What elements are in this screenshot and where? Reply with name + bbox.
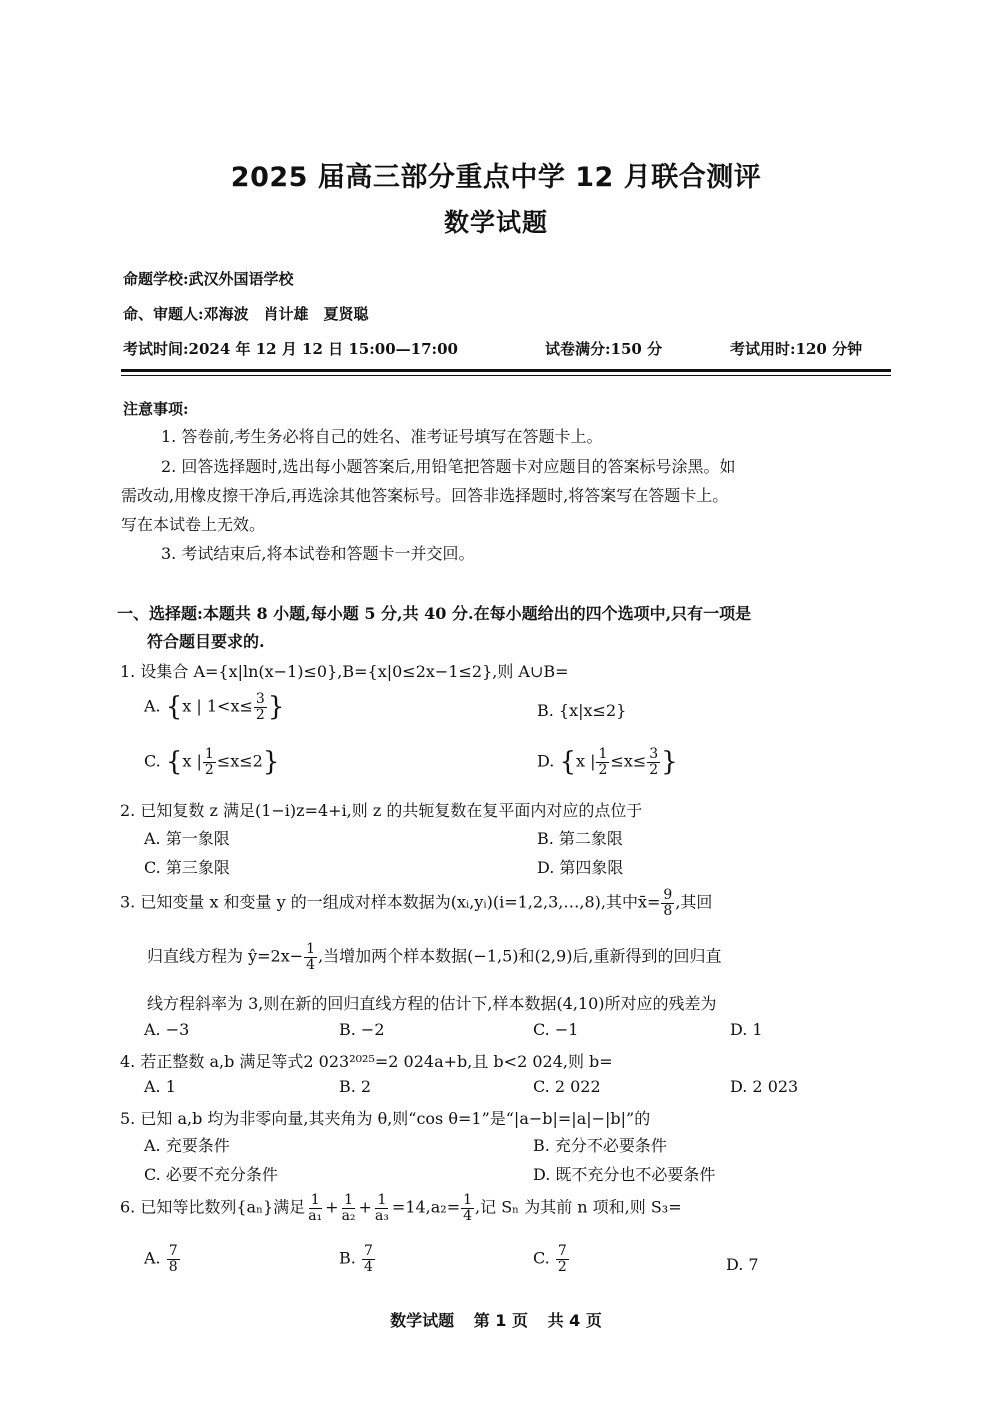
question-5-option-b: B. 充分不必要条件 <box>533 1136 667 1155</box>
question-2-option-c: C. 第三象限 <box>144 858 230 877</box>
question-6-option-b: B. $\frac{7}{4}$ <box>339 1243 373 1275</box>
question-6-option-d: D. 7 <box>726 1255 759 1274</box>
header-rule-thick <box>121 369 891 372</box>
question-4-option-a: A. 1 <box>144 1077 176 1096</box>
question-2-stem: 2. 已知复数 z 满足(1−i)z=4+i,则 z 的共轭复数在复平面内对应的点位于 <box>120 801 643 820</box>
notice-item-1: 1. 答卷前,考生务必将自己的姓名、准考证号填写在答题卡上。 <box>161 427 603 446</box>
section-heading: 一、选择题:本题共 8 小题,每小题 5 分,共 40 分.在每小题给出的四个选项中,只有一项是 <box>117 604 752 623</box>
notice-item-2c: 写在本试卷上无效。 <box>121 515 266 534</box>
notice-item-3: 3. 考试结束后,将本试卷和答题卡一并交回。 <box>161 544 475 563</box>
question-3-line-3: 线方程斜率为 3,则在新的回归直线方程的估计下,样本数据(4,10)所对应的残差为 <box>147 994 717 1013</box>
school-line: 命题学校:武汉外国语学校 <box>123 270 294 288</box>
question-3-line-1: 3. 已知变量 x 和变量 y 的一组成对样本数据为(xᵢ,yᵢ)(i=1,2,3,…,8),其中x̄= $\frac{9}{8}$ ,其回 <box>120 887 713 919</box>
footer-total: 共 4 页 <box>547 1311 602 1330</box>
question-4-option-b: B. 2 <box>339 1077 372 1096</box>
exam-title: 2025 届高三部分重点中学 12 月联合测评 <box>230 162 762 193</box>
question-2-option-b: B. 第二象限 <box>537 829 623 848</box>
question-1-option-b: B. {x|x≤2} <box>537 701 627 720</box>
full-score: 试卷满分:150 分 <box>545 340 663 358</box>
question-5-option-c: C. 必要不充分条件 <box>144 1165 278 1184</box>
exam-subtitle: 数学试题 <box>443 208 548 237</box>
question-3-option-c: C. −1 <box>533 1020 579 1039</box>
page-footer <box>0 1308 992 1331</box>
question-1-option-a: A. {x | 1<x≤ $\frac{3}{2}$ } <box>144 691 285 723</box>
notice-item-2a: 2. 回答选择题时,选出每小题答案后,用铅笔把答题卡对应题目的答案标号涂黑。如 <box>161 457 736 476</box>
exam-time: 考试时间:2024 年 12 月 12 日 15:00—17:00 <box>123 340 458 358</box>
footer-page: 第 1 页 <box>473 1311 528 1330</box>
notice-item-2b: 需改动,用橡皮擦干净后,再选涂其他答案标号。回答非选择题时,将答案写在答题卡上。 <box>121 486 729 505</box>
header-rule-thin <box>121 375 891 376</box>
question-5-option-a: A. 充要条件 <box>144 1136 230 1155</box>
footer-subject: 数学试题 <box>390 1311 455 1330</box>
question-6-stem: 6. 已知等比数列{aₙ}满足 $\frac{1}{\text{a₁}}$ + $\frac{1}{\text{a₂}}$ + $\frac{1}{\text{a₃}}$ =14,a₂= $\frac{1}{4}$ ,记 Sₙ 为其前 n 项和,则 S₃= <box>120 1192 682 1224</box>
question-3-option-d: D. 1 <box>730 1020 763 1039</box>
question-3-option-a: A. −3 <box>144 1020 190 1039</box>
question-4-option-d: D. 2 023 <box>730 1077 799 1096</box>
question-5-option-d: D. 既不充分也不必要条件 <box>533 1165 716 1184</box>
question-3-line-2: 归直线方程为 ŷ=2x− $\frac{1}{4}$ ,当增加两个样本数据(−1,5)和(2,9)后,重新得到的回归直 <box>147 941 722 973</box>
authors-line: 命、审题人:邓海波 肖计雄 夏贤聪 <box>123 305 369 323</box>
question-2-option-d: D. 第四象限 <box>537 858 624 877</box>
notice-heading: 注意事项: <box>123 400 189 418</box>
question-4-stem: 4. 若正整数 a,b 满足等式2 023²⁰²⁵=2 024a+b,且 b<2 024,则 b= <box>120 1052 613 1071</box>
section-heading-2: 符合题目要求的. <box>147 632 265 651</box>
question-6-option-c: C. $\frac{7}{2}$ <box>533 1243 567 1275</box>
exam-duration: 考试用时:120 分钟 <box>730 340 863 358</box>
question-5-stem: 5. 已知 a,b 均为非零向量,其夹角为 θ,则“cos θ=1”是“|a−b|=|a|−|b|”的 <box>120 1109 651 1128</box>
question-1-option-c: C. {x | $\frac{1}{2}$ ≤x≤2} <box>144 746 280 778</box>
question-2-option-a: A. 第一象限 <box>144 829 230 848</box>
question-1-stem: 1. 设集合 A={x|ln(x−1)≤0},B={x|0≤2x−1≤2},则 A∪B= <box>120 662 569 681</box>
question-3-option-b: B. −2 <box>339 1020 385 1039</box>
question-1-option-d: D. {x | $\frac{1}{2}$ ≤x≤ $\frac{3}{2}$ } <box>537 746 678 778</box>
question-4-option-c: C. 2 022 <box>533 1077 601 1096</box>
question-6-option-a: A. $\frac{7}{8}$ <box>144 1243 178 1275</box>
